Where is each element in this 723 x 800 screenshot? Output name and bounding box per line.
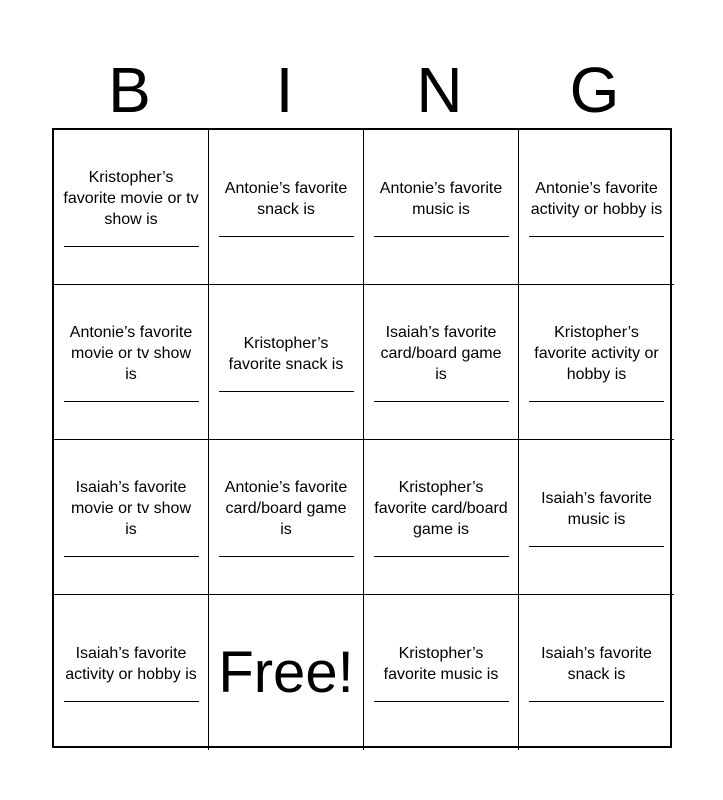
answer-line (374, 236, 509, 237)
bingo-header (52, 52, 672, 128)
cell-prompt: Kristopher’s favorite movie or tv show is (63, 169, 199, 228)
answer-line (529, 701, 664, 702)
bingo-cell[interactable] (364, 595, 519, 750)
free-space-label: Free! (218, 639, 354, 705)
answer-line (529, 401, 664, 402)
bingo-cell[interactable] (209, 440, 364, 595)
bingo-cell[interactable] (364, 440, 519, 595)
bingo-cell[interactable] (364, 285, 519, 440)
bingo-cell[interactable] (209, 285, 364, 440)
bingo-cell[interactable] (54, 285, 209, 440)
bingo-cell[interactable] (364, 130, 519, 285)
answer-line (64, 701, 199, 702)
cell-prompt: Antonie’s favorite activity or hobby is (530, 179, 663, 218)
bingo-cell[interactable] (54, 440, 209, 595)
cell-prompt: Isaiah’s favorite music is (541, 489, 652, 528)
bingo-cell[interactable] (209, 130, 364, 285)
header-letter-g: G (569, 54, 620, 126)
answer-line (374, 401, 509, 402)
bingo-cell[interactable] (519, 440, 674, 595)
cell-prompt: Kristopher’s favorite card/board game is (374, 479, 508, 538)
answer-line (219, 391, 354, 392)
answer-line (219, 236, 354, 237)
header-letter-i: I (275, 54, 294, 126)
header-letter-n: N (416, 54, 463, 126)
cell-prompt: Isaiah’s favorite activity or hobby is (65, 645, 197, 683)
bingo-cell[interactable] (519, 285, 674, 440)
bingo-cell[interactable] (519, 595, 674, 750)
cell-prompt: Isaiah’s favorite card/board game is (380, 324, 502, 383)
answer-line (374, 556, 509, 557)
answer-line (64, 556, 199, 557)
answer-line (64, 246, 199, 247)
bingo-cell[interactable] (54, 595, 209, 750)
answer-line (219, 556, 354, 557)
cell-prompt: Antonie’s favorite movie or tv show is (69, 324, 193, 383)
cell-prompt: Antonie’s favorite snack is (224, 179, 348, 218)
bingo-cell[interactable] (519, 130, 674, 285)
header-letter-b: B (108, 54, 151, 126)
cell-prompt: Isaiah’s favorite movie or tv show is (70, 479, 192, 538)
cell-prompt: Kristopher’s favorite music is (383, 645, 499, 683)
cell-prompt: Antonie’s favorite music is (379, 179, 503, 218)
answer-line (374, 701, 509, 702)
bingo-board (52, 128, 672, 748)
answer-line (529, 546, 664, 547)
cell-prompt: Kristopher’s favorite snack is (228, 334, 344, 373)
cell-prompt: Isaiah’s favorite snack is (541, 645, 652, 683)
free-space-cell[interactable] (209, 595, 364, 750)
answer-line (529, 236, 664, 237)
answer-line (64, 401, 199, 402)
bingo-cell[interactable] (54, 130, 209, 285)
cell-prompt: Kristopher’s favorite activity or hobby is (534, 324, 659, 383)
cell-prompt: Antonie’s favorite card/board game is (224, 479, 348, 538)
